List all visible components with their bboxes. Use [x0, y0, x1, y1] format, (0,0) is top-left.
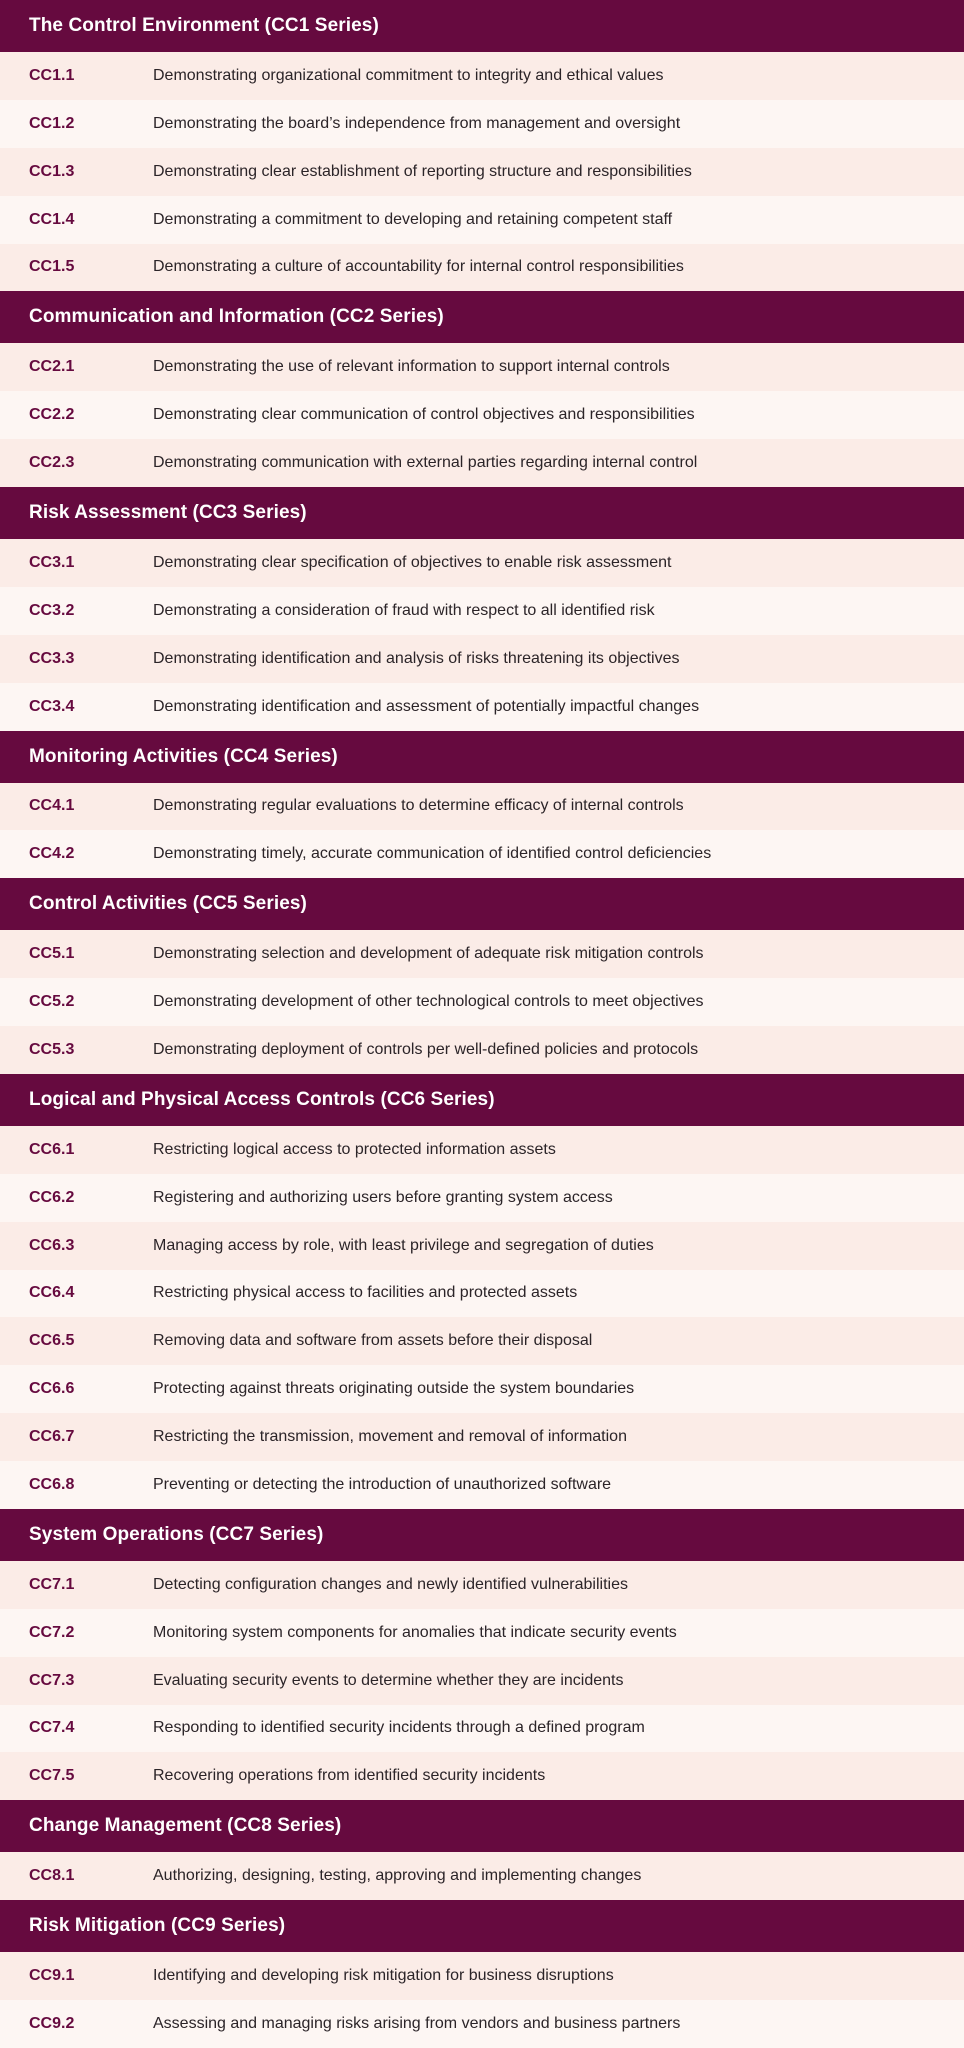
- criterion-description: Restricting the transmission, movement and removal of information: [153, 1428, 627, 1446]
- criterion-description: Demonstrating identification and assessment of potentially impactful changes: [153, 697, 700, 715]
- criterion-code: CC5.2: [29, 993, 75, 1011]
- table-row: [0, 52, 964, 100]
- criterion-code: CC2.1: [29, 358, 75, 376]
- table-row: [0, 1952, 964, 2000]
- criterion-code: CC3.4: [29, 697, 75, 715]
- table-row: [0, 439, 964, 487]
- section-header: Risk Mitigation (CC9 Series): [0, 1900, 964, 1952]
- criterion-code: CC6.4: [29, 1284, 75, 1302]
- criterion-description: Demonstrating organizational commitment to integrity and ethical values: [153, 66, 664, 84]
- table-row: [0, 978, 964, 1026]
- criterion-code: CC8.1: [29, 1867, 75, 1885]
- table-row: [0, 1174, 964, 1222]
- table-row: [0, 830, 964, 878]
- table-row: [0, 1561, 964, 1609]
- criterion-code: CC6.8: [29, 1475, 75, 1493]
- criterion-code: CC3.1: [29, 553, 75, 571]
- table-row: [0, 1852, 964, 1900]
- section-header: Monitoring Activities (CC4 Series): [0, 731, 964, 783]
- criterion-code: CC5.3: [29, 1040, 75, 1058]
- section-header: Risk Assessment (CC3 Series): [0, 487, 964, 539]
- table-row: [0, 1609, 964, 1657]
- criterion-code: CC6.5: [29, 1332, 75, 1350]
- criterion-description: Demonstrating a culture of accountability for internal control responsibilities: [153, 258, 684, 276]
- table-row: [0, 930, 964, 978]
- criterion-code: CC6.7: [29, 1428, 75, 1446]
- criterion-code: CC5.1: [29, 945, 75, 963]
- table-row: [0, 587, 964, 635]
- criterion-code: CC4.2: [29, 845, 75, 863]
- table-row: [0, 148, 964, 196]
- criterion-description: Identifying and developing risk mitigation for business disruptions: [153, 1967, 614, 1985]
- table-row: [0, 244, 964, 292]
- criterion-description: Demonstrating communication with external parties regarding internal control: [153, 454, 698, 472]
- criterion-description: Preventing or detecting the introduction of unauthorized software: [153, 1475, 612, 1493]
- criterion-description: Demonstrating clear establishment of reporting structure and responsibilities: [153, 162, 692, 180]
- table-row: [0, 1413, 964, 1461]
- criterion-code: CC9.1: [29, 1967, 75, 1985]
- criterion-description: Demonstrating timely, accurate communication of identified control deficiencies: [153, 845, 712, 863]
- section-header: The Control Environment (CC1 Series): [0, 0, 964, 52]
- criterion-description: Restricting logical access to protected information assets: [153, 1140, 556, 1158]
- criterion-description: Demonstrating regular evaluations to determine efficacy of internal controls: [153, 797, 684, 815]
- table-row: [0, 539, 964, 587]
- criterion-code: CC7.5: [29, 1767, 75, 1785]
- table-row: [0, 391, 964, 439]
- section-header: Control Activities (CC5 Series): [0, 878, 964, 930]
- table-row: [0, 1126, 964, 1174]
- table-row: [0, 343, 964, 391]
- section-header: Logical and Physical Access Controls (CC6 Series): [0, 1074, 964, 1126]
- table-row: [0, 1222, 964, 1270]
- criterion-description: Recovering operations from identified security incidents: [153, 1767, 546, 1785]
- criterion-description: Evaluating security events to determine whether they are incidents: [153, 1671, 624, 1689]
- criterion-code: CC7.2: [29, 1623, 75, 1641]
- table-row: [0, 1752, 964, 1800]
- criterion-description: Monitoring system components for anomalies that indicate security events: [153, 1623, 677, 1641]
- table-row: [0, 196, 964, 244]
- criterion-description: Restricting physical access to facilities and protected assets: [153, 1284, 578, 1302]
- criterion-description: Managing access by role, with least privilege and segregation of duties: [153, 1236, 654, 1254]
- criterion-description: Demonstrating development of other technological controls to meet objectives: [153, 993, 704, 1011]
- criterion-code: CC1.5: [29, 258, 75, 276]
- criterion-description: Demonstrating identification and analysis of risks threatening its objectives: [153, 649, 680, 667]
- criterion-description: Demonstrating the board’s independence from management and oversight: [153, 114, 681, 132]
- criterion-code: CC7.3: [29, 1671, 75, 1689]
- table-row: [0, 1026, 964, 1074]
- criterion-code: CC6.2: [29, 1188, 75, 1206]
- table-row: [0, 2000, 964, 2048]
- criterion-code: CC4.1: [29, 797, 75, 815]
- criterion-description: Authorizing, designing, testing, approving and implementing changes: [153, 1867, 642, 1885]
- table-row: [0, 635, 964, 683]
- table-row: [0, 683, 964, 731]
- table-row: [0, 1461, 964, 1509]
- table-row: [0, 783, 964, 831]
- criterion-code: CC2.2: [29, 406, 75, 424]
- criterion-description: Protecting against threats originating outside the system boundaries: [153, 1380, 635, 1398]
- table-row: [0, 1365, 964, 1413]
- criterion-description: Assessing and managing risks arising from vendors and business partners: [153, 2014, 681, 2032]
- criterion-description: Demonstrating clear specification of objectives to enable risk assessment: [153, 553, 672, 571]
- table-row: [0, 1317, 964, 1365]
- criterion-code: CC3.3: [29, 649, 75, 667]
- criterion-code: CC6.6: [29, 1380, 75, 1398]
- table-row: [0, 100, 964, 148]
- section-header: Change Management (CC8 Series): [0, 1800, 964, 1852]
- criterion-description: Demonstrating a consideration of fraud with respect to all identified risk: [153, 601, 655, 619]
- criterion-code: CC7.4: [29, 1719, 75, 1737]
- criterion-description: Demonstrating deployment of controls per well-defined policies and protocols: [153, 1040, 699, 1058]
- table-row: [0, 1705, 964, 1753]
- criterion-code: CC6.3: [29, 1236, 75, 1254]
- criterion-description: Detecting configuration changes and newly identified vulnerabilities: [153, 1575, 628, 1593]
- criterion-code: CC3.2: [29, 601, 75, 619]
- criterion-description: Demonstrating a commitment to developing and retaining competent staff: [153, 210, 673, 228]
- criterion-code: CC1.3: [29, 162, 75, 180]
- criterion-code: CC1.4: [29, 210, 75, 228]
- criterion-description: Demonstrating selection and development of adequate risk mitigation controls: [153, 945, 704, 963]
- criterion-code: CC6.1: [29, 1140, 75, 1158]
- criterion-description: Removing data and software from assets before their disposal: [153, 1332, 593, 1350]
- criterion-code: CC9.2: [29, 2014, 75, 2032]
- criterion-code: CC7.1: [29, 1575, 75, 1593]
- criterion-description: Demonstrating clear communication of control objectives and responsibilities: [153, 406, 695, 424]
- criterion-code: CC1.2: [29, 114, 75, 132]
- table-row: [0, 1270, 964, 1318]
- table-row: [0, 1657, 964, 1705]
- criterion-description: Demonstrating the use of relevant information to support internal controls: [153, 358, 670, 376]
- criterion-description: Registering and authorizing users before granting system access: [153, 1188, 613, 1206]
- section-header: System Operations (CC7 Series): [0, 1509, 964, 1561]
- criterion-code: CC2.3: [29, 454, 75, 472]
- criterion-code: CC1.1: [29, 66, 75, 84]
- section-header: Communication and Information (CC2 Series): [0, 291, 964, 343]
- criterion-description: Responding to identified security incidents through a defined program: [153, 1719, 645, 1737]
